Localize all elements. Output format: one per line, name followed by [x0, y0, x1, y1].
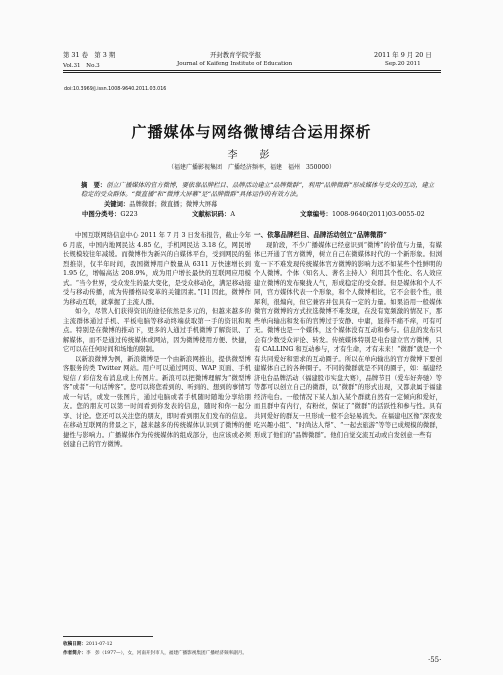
author-bio: 李 彭（1977—），女，河南开封市人，福建广播影视集团广播经济频率副月。	[85, 651, 247, 656]
page-number: ·55·	[428, 656, 442, 664]
article-number-value: 1008-9640(2011)03-0055-02	[331, 210, 425, 218]
abstract-label: 摘 要：	[81, 182, 107, 189]
author-affiliation: （福建广播影视集团 广播经济频率，福建 福州 350000）	[168, 164, 335, 171]
doc-code-value: A	[230, 210, 235, 218]
footnote-rule	[63, 636, 153, 637]
footnote	[63, 640, 247, 658]
article-number	[300, 209, 425, 218]
paragraph: 中国互联网络信息中心 2011 年 7 月 3 日发布报告，截止今年 6 月底，中国内地网民达 4.85 亿，手机网民达 3.18 亿，网民增长规模较往年减缓。而微博作为新兴的自媒体平台，受到网民的强烈推崇，仅半年时间，我国微博用户数量从 6311 万快速增长到 1.95 亿，增幅高达 208.9%，成为用户增长最快的互联网应用模式。“当今世界，受众发生的最大变化，是受众移动化，满足移动接受与移动传播，成为传播格局变革的关键因素。”[1] 因此，微博作为移动互联，就掌握了主流人群。	[63, 232, 251, 306]
keywords-text: 品牌微群；微直播；微博大屏幕	[129, 201, 218, 208]
right-column	[254, 231, 442, 631]
author-bio-label: 作者简介：	[63, 651, 86, 656]
paragraph: 以新浪微博为例，新浪微博是一个由新浪网推出，提供微型博客服务的类 Twitter 网站。用户可以通过网页、WAP 页面、手机短信 / 彩信发布消息或上传图片。新浪可以把微博理解为“微型博客”或者“一句话博客”。您可以将您看到的、听到的、想到的事情写成一句话，或发一张图片，通过电脑或者手机随时随地分享给朋友。您的朋友可以第一时间看到你发表的信息，随时和你一起分享、讨论。您还可以关注您的朋友，即时看到朋友们发布的信息。在移动互联网的背景之下，越来越多的传统媒体认识到了微博的便捷性与影响力。广播媒体作为传统媒体的组成部分，也应该或必须创建自己的官方微博。	[63, 355, 251, 448]
clc-value: G223	[120, 210, 138, 218]
section-heading: 一、依靠品牌栏目、品牌活动创立“品牌微群”	[254, 231, 387, 239]
keywords-label: 关键词：	[104, 201, 130, 208]
article-title: 广播媒体与网络微博结合运用探析	[131, 123, 372, 141]
publication-date: 2011 年 9 月 20 日	[374, 51, 432, 59]
left-column	[63, 231, 251, 631]
footnote-author	[63, 649, 247, 658]
author-name: 李 彭	[227, 150, 276, 161]
keywords	[104, 199, 217, 208]
received-date: 2011-07-12	[85, 642, 113, 647]
classification-line	[82, 209, 138, 218]
doc-code	[192, 209, 235, 218]
clc-label: 中图分类号：	[82, 210, 121, 218]
doi: doi:10.3969/j.issn.1008-9640.2011.03.016	[64, 87, 167, 92]
paragraph: 现阶段，不少广播媒体已经意识到“微博”的价值与力量，有媒体已开通了官方微博，树立自己在微媒体时代的一个新形象。但浏览一下不难发现传统媒体官方微博的影响力远不如某些个性鲜明的个人微博。个体（知名人、著名主持人）利用其个性化、名人效应建立微博的发布聚拢人气，形成稳定的受众群。但是媒体和个人不同，官方媒体代表一个形象，和个人微博相比，它不会很个性，很犀利，很煽向，但它兼容并包具有一定的力量。如果沿用一般媒体微官方微博的方式拉选微博不难发现，在没有宽频激的情况下，那些单向输出和发布的官博过于安静、中庸，显得不痛不痒，可有可无。微博也是一个媒体，这个媒体没有互动和参与。信息的发布只会有少数受众评论、转发。传统媒体特别是电台建立官方微博，只有 CALLING 和互动参与，才有生命，才有未来！“微群”就是一个有共同爱好和需求的互动圈子。所以在单向输出的官方微博下要创建媒体自己的各种圈子。不同的微群就是不同的圈子，如：福建经济电台品牌活动（福建股市实盘大赛），品牌节目（爱车好奔驰）等等都可以创立自己的微群，以“微群”的形式出现，又都隶属于福建经济电台。一般情况下某人加入某个群就自然有一定倾向和爱好，而且群中有内行，有粉丝，保证了“微群”的活跃性和参与性。具有共同爱好的群友一旦形成一般不会轻易流失。在福建电区像“深夜发吃兴趣小组”、“时尚达人帮”、“一起去旅游”等等已成规模的微群，形成了他们的“品牌微群”。他们自觉交流互动或自发创意一些有	[254, 241, 442, 439]
received-label: 收稿日期：	[63, 642, 86, 647]
footnote-received	[63, 640, 247, 649]
abstract-text: 创立广播媒体的官方微博，要依靠品牌栏目、品牌活动建立“品牌微群”，利用“品牌微群”形成媒体与受众的互动，建立稳定的受众群体。“微直播”和“微博大屏幕”是“品牌微群”具体运作的有效方法。	[81, 182, 435, 198]
publication-date-en: Sep.20 2011	[385, 61, 421, 67]
article-number-label: 文章编号：	[300, 210, 332, 218]
paragraph: 如今，尽管人们获得资讯的途径依然是多元的，但越来越多的主流群体通过手机、平板电脑等移动终端获取第一手的资讯和观点。特别是在微博的推动下，更多的人通过手机微博了解资讯、了解媒体，而不是通过传统媒体或网站，因为微博使用方便、快捷，它可以在任何时间和场地的限制。	[63, 308, 251, 353]
abstract	[81, 181, 437, 199]
header-rule-bottom	[63, 72, 441, 73]
volume-issue: 第 31 卷 第 3 期	[63, 51, 116, 59]
volume-issue-en: Vol.31 No.3	[63, 63, 100, 69]
header-rule-top	[63, 70, 441, 71]
journal-name-en: Journal of Kaifeng Institute of Education	[177, 61, 293, 67]
doc-code-label: 文献标识码：	[192, 210, 231, 218]
journal-name: 开封教育学院学报	[210, 51, 262, 59]
